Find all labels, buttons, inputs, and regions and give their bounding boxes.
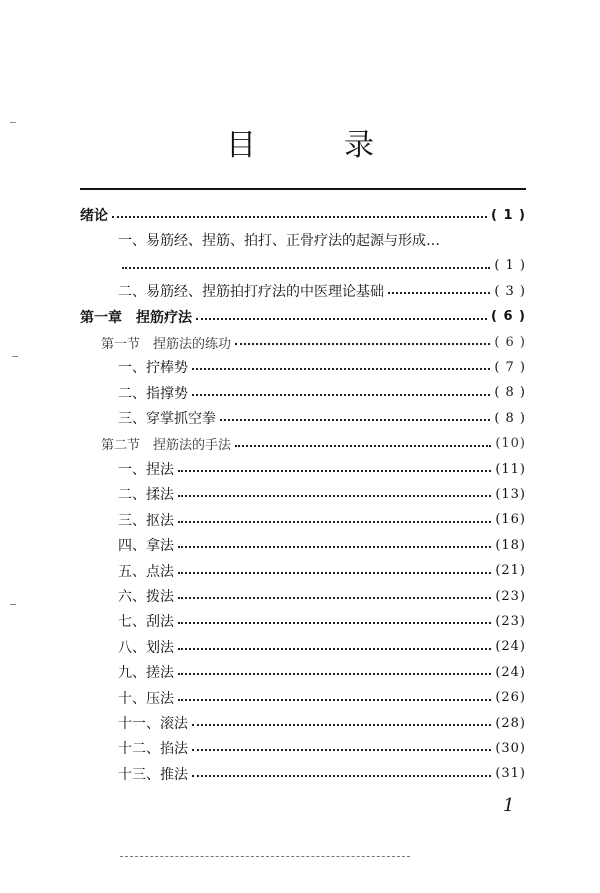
toc-entry-page: (30) <box>495 740 526 756</box>
toc-entry <box>118 736 526 760</box>
toc-leader-dots <box>178 470 491 472</box>
toc-entry-page: ( 6 ) <box>494 334 526 350</box>
toc-entry-page: (24) <box>495 664 526 680</box>
toc-leader-dots <box>192 749 491 751</box>
toc-entry-page: ( 6 ) <box>491 309 526 325</box>
toc-entry-label: 十二、掐法 <box>118 741 188 758</box>
toc-entry-label: 十三、推法 <box>118 766 188 783</box>
toc-entry-label: 十、压法 <box>118 690 174 707</box>
toc-leader-dots <box>178 622 491 624</box>
title-rule <box>80 188 526 190</box>
toc-leader-dots <box>112 216 487 218</box>
toc-entry <box>118 457 526 481</box>
toc-leader-dots <box>220 419 490 421</box>
toc-leader-dots <box>178 546 491 548</box>
toc-entry-page: ( 3 ) <box>494 283 526 299</box>
page-number: 1 <box>503 795 515 816</box>
toc-entry-label: 四、拿法 <box>118 538 174 555</box>
toc-entry-page: ( 1 ) <box>494 258 526 274</box>
toc-entry-page: (23) <box>495 588 526 604</box>
toc-entry <box>118 228 440 252</box>
toc-entry-label: 绪论 <box>80 208 108 224</box>
toc-entry-page: ( 1 ) <box>491 207 526 223</box>
toc-entry <box>80 203 526 227</box>
toc-leader-dots <box>178 673 491 675</box>
toc-entry-page: (24) <box>495 639 526 655</box>
toc-entry-label: 三、穿掌抓空拳 <box>118 411 216 428</box>
toc-entry <box>118 381 526 405</box>
toc-entry-label: 八、划法 <box>118 639 174 656</box>
toc-entry <box>118 711 526 735</box>
toc-entry-page: ( 8 ) <box>494 385 526 401</box>
scan-artifact-line <box>120 856 410 857</box>
toc-leader-dots <box>122 267 490 269</box>
page-title <box>0 120 600 164</box>
toc-leader-dots <box>192 394 490 396</box>
scan-speck <box>10 122 16 123</box>
toc-entry-page: (28) <box>495 715 526 731</box>
toc-entry-page: (21) <box>495 563 526 579</box>
toc-entry <box>118 406 526 430</box>
toc-leader-dots <box>235 445 491 447</box>
toc-entry-page: (16) <box>495 512 526 528</box>
toc-leader-dots <box>178 572 491 574</box>
toc-entry-page: (31) <box>495 766 526 782</box>
toc-entry-label: 六、拨法 <box>118 589 174 605</box>
toc-entry-label: 一、拧棒势 <box>118 360 188 377</box>
toc-entry <box>118 533 526 557</box>
toc-entry-page: (23) <box>495 613 526 629</box>
toc-entry <box>118 279 526 303</box>
toc-leader-dots <box>192 368 490 370</box>
toc-entry <box>118 355 526 379</box>
toc-leader-dots <box>178 495 491 497</box>
title-char-1: 目 <box>226 128 256 163</box>
toc-entry-page: (26) <box>495 690 526 706</box>
toc-entry <box>101 432 526 456</box>
toc-entry-page: (18) <box>495 537 526 553</box>
toc-entry-page: ( 7 ) <box>494 359 526 375</box>
toc-leader-dots <box>235 343 490 345</box>
toc-leader-dots <box>178 597 491 599</box>
toc-entry-label: 第一节 捏筋法的练功 <box>101 336 232 352</box>
toc-entry-label: 二、揉法 <box>118 487 174 504</box>
toc-entry <box>118 660 526 684</box>
toc-entry <box>118 254 526 278</box>
toc-entry-page: (10) <box>495 436 526 452</box>
toc-entry-label: 二、指撑势 <box>118 385 188 402</box>
toc-leader-dots <box>196 318 487 320</box>
scan-speck <box>12 356 18 357</box>
toc-entry-label: 三、抠法 <box>118 512 174 529</box>
title-char-2: 录 <box>344 128 374 163</box>
toc-entry-label: 第一章 捏筋疗法 <box>80 309 192 326</box>
toc-entry-label: 二、易筋经、捏筋拍打疗法的中医理论基础 <box>118 284 384 301</box>
toc-entry-label: 七、刮法 <box>118 614 174 631</box>
toc-entry-label: 一、易筋经、捏筋、拍打、正骨疗法的起源与形成… <box>118 233 440 250</box>
toc-entry <box>118 609 526 633</box>
toc-entry <box>118 584 526 608</box>
toc-entry <box>118 508 526 532</box>
toc-entry-page: (13) <box>495 486 526 502</box>
toc-entry-label: 第二节 捏筋法的手法 <box>101 438 232 454</box>
toc-entry <box>101 330 526 354</box>
toc-entry-label: 五、点法 <box>118 563 174 580</box>
toc-leader-dots <box>178 521 491 523</box>
toc-entry <box>118 559 526 583</box>
toc-entry-label: 一、捏法 <box>118 462 174 478</box>
toc-leader-dots <box>388 292 490 294</box>
toc-entry-label: 九、搓法 <box>118 665 174 682</box>
toc-entry <box>118 635 526 659</box>
toc-entry-page: ( 8 ) <box>494 410 526 426</box>
toc-leader-dots <box>192 724 491 726</box>
toc-entry-label: 十一、滚法 <box>118 716 188 732</box>
toc-leader-dots <box>178 648 491 650</box>
toc-entry <box>118 762 526 786</box>
toc-leader-dots <box>192 775 491 777</box>
toc-entry <box>118 686 526 710</box>
toc-entry <box>118 482 526 506</box>
toc-entry-page: (11) <box>495 461 526 477</box>
toc-leader-dots <box>178 699 491 701</box>
scan-speck <box>10 604 16 605</box>
toc-entry <box>80 305 526 329</box>
